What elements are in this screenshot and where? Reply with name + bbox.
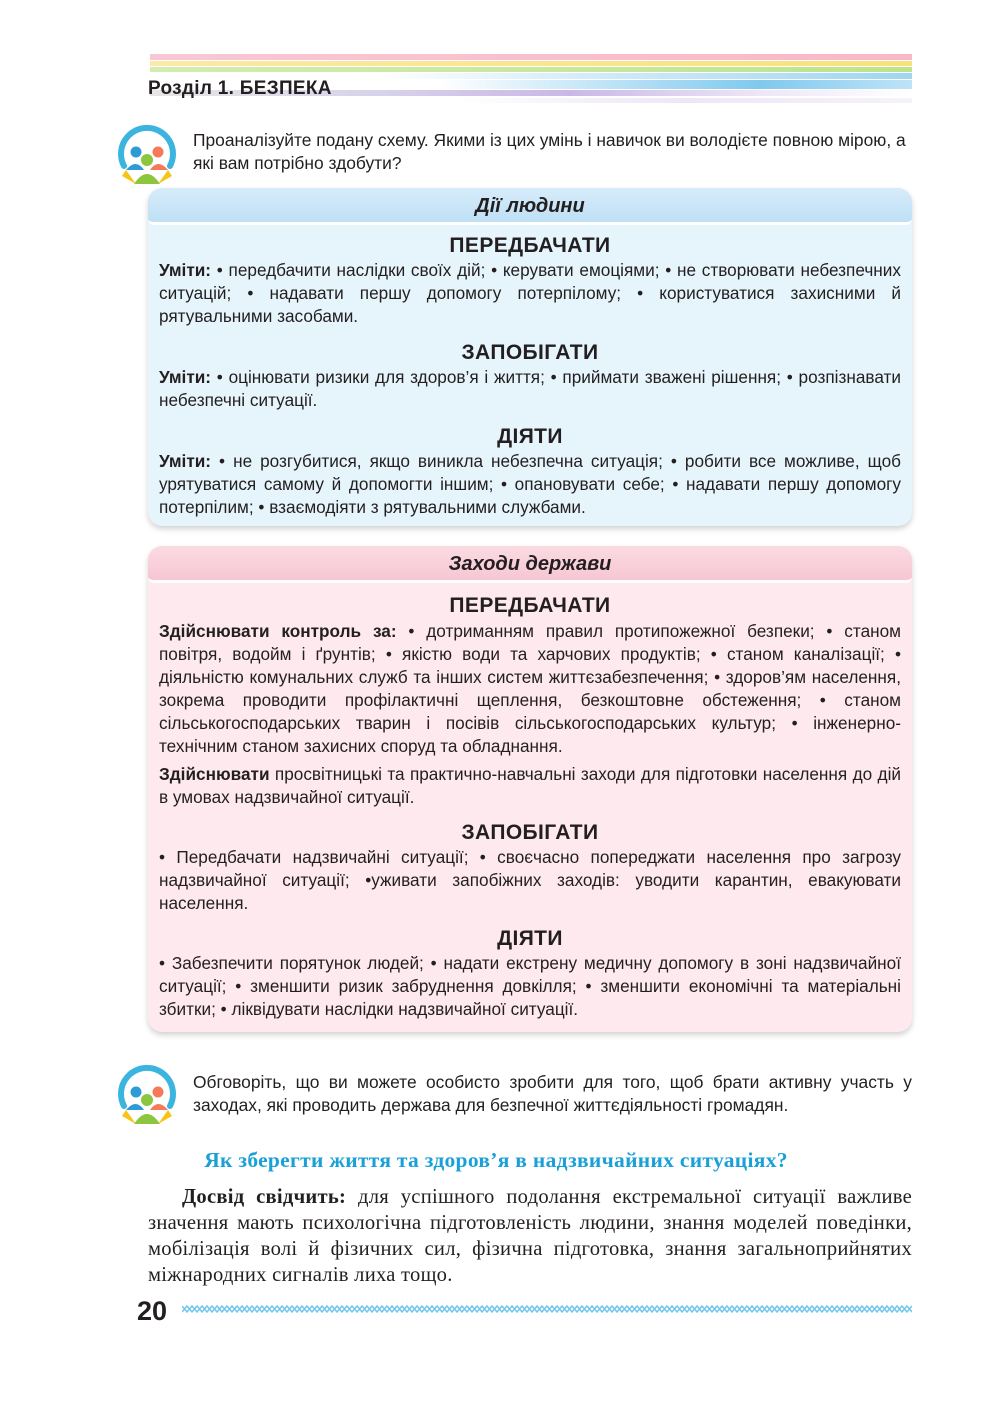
state-heading-act: ДІЯТИ	[497, 927, 563, 950]
person-act-text: Уміти: • не розгубитися, якщо виникла небезпечна ситуація; • робити все можливе, щоб урятуватися самому й допомогти іншим; • опановувати себе; • надавати першу допомогу потерпілим; • взаємодіяти з рятувальними службами.	[159, 451, 901, 517]
page-number: 20	[137, 1296, 168, 1326]
person-heading-act: ДІЯТИ	[497, 425, 563, 448]
scheme-state-box	[148, 546, 912, 1032]
task-discussion: Обговоріть, що ви можете особисто зробити для того, щоб брати активну участь у заходах, які проводить держава для безпечної життєдіяльності громадян.	[193, 1072, 912, 1115]
scheme-person-box	[148, 188, 912, 526]
state-foresee-text: Здійснювати контроль за: • дотриманням правил протипожежної безпеки; • станом повітря, водойм і ґрунтів; • якістю води та харчових продуктів; • станом каналізації; • діяльністю комунальних служб та інших систем життєзабезпечення; • здоров’ям населення, зокрема проводити профілактичні щеплення, безкоштовне обстеження; • станом сільськогосподарських тварин і посівів сільськогосподарських культур; • інженерно-технічним станом захисних споруд та обладнання.	[159, 621, 901, 756]
person-prevent-text: Уміти: • оцінювати ризики для здоров’я і життя; • приймати зважені рішення; • розпізнавати небезпечні ситуації.	[159, 367, 901, 410]
person-foresee-text: Уміти: • передбачити наслідки своїх дій; • керувати емоціями; • не створювати небезпечних ситуацій; • надавати першу допомогу потерпілому; • користуватися захисними й рятувальними засобами.	[159, 260, 901, 326]
state-prevent-text: • Передбачати надзвичайні ситуації; • своєчасно попереджати населення про загрозу надзвичайної ситуації; •уживати запобіжних заходів: уводити карантин, евакуювати населення.	[159, 847, 901, 913]
person-heading-foresee: ПЕРЕДБАЧАТИ	[449, 234, 611, 257]
group-discussion-icon	[116, 124, 178, 186]
subsection-heading: Як зберегти життя та здоров’я в надзвичайних ситуаціях?	[204, 1148, 788, 1172]
person-heading-prevent: ЗАПОБІГАТИ	[461, 341, 599, 364]
footer-zigzag-ornament	[182, 1303, 912, 1317]
state-heading-prevent: ЗАПОБІГАТИ	[461, 821, 599, 844]
group-discussion-icon	[116, 1064, 178, 1126]
section-title: Розділ 1. БЕЗПЕКА	[148, 78, 332, 99]
scheme-person-title: Дії людини	[148, 188, 912, 225]
task-question: Проаналізуйте подану схему. Якими із цих умінь і навичок ви володієте повною мірою, а які вам потрібно здобути?	[193, 130, 906, 173]
state-foresee-text-2: Здійснювати просвітницькі та практично-навчальні заходи для підготовки населення до дій в умовах надзвичайної ситуації.	[159, 764, 901, 807]
subsection-paragraph: Досвід свідчить: для успішного подолання екстремальної ситуації важливе значення мають психологічна підготовленість людини, знання моделей поведінки, мобілізація волі й фізичних сил, фізична підготовка, знання загальноприйнятих міжнародних сигналів лиха тощо.	[148, 1186, 912, 1286]
state-heading-foresee: ПЕРЕДБАЧАТИ	[449, 594, 611, 617]
scheme-state-title: Заходи держави	[148, 546, 912, 583]
state-act-text: • Забезпечити порятунок людей; • надати екстрену медичну допомогу в зоні надзвичайної ситуації; • зменшити ризик забруднення довкілля; • зменшити економічні та матеріальні збитки; • ліквідувати наслідки надзвичайної ситуації.	[159, 953, 901, 1019]
